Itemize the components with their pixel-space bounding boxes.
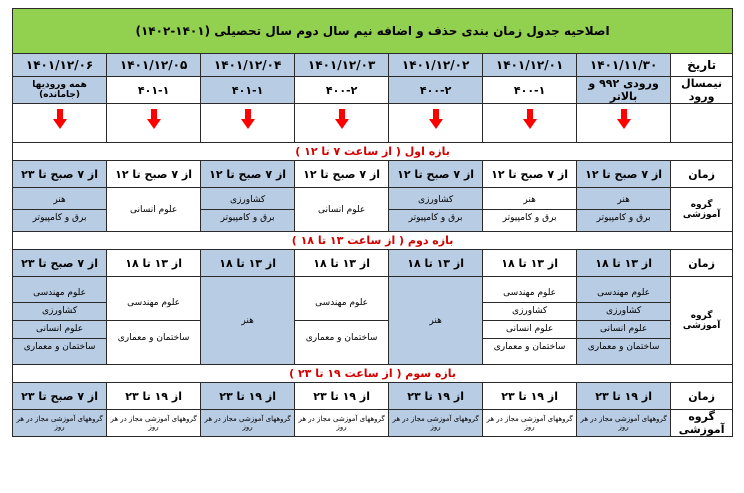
time-label: زمان <box>671 383 733 410</box>
group-cell: گروههای آموزشی مجاز در هر روز <box>577 410 671 437</box>
date-cell: ۱۴۰۱/۱۲/۰۱ <box>483 54 577 77</box>
group-item: علوم انسانی <box>577 320 670 338</box>
time-cell: از ۱۹ تا ۲۳ <box>483 383 577 410</box>
group-cell <box>13 188 107 232</box>
time-cell: از ۷ صبح تا ۱۲ <box>483 161 577 188</box>
group-item: برق و کامپیوتر <box>483 209 576 227</box>
group-item: برق و کامپیوتر <box>389 209 482 227</box>
group-cell <box>577 277 671 365</box>
group-item: هنر <box>617 195 630 205</box>
time-cell: از ۱۹ تا ۲۳ <box>577 383 671 410</box>
group-label: گروه آموزشی <box>671 410 733 437</box>
p2-time-row <box>13 250 733 277</box>
time-cell: از ۷ صبح تا ۲۳ <box>13 250 107 277</box>
red-down-arrow-icon <box>241 119 255 129</box>
group-cell: گروههای آموزشی مجاز در هر روز <box>201 410 295 437</box>
time-cell: از ۱۳ تا ۱۸ <box>107 250 201 277</box>
date-row <box>13 54 733 77</box>
group-item: ساختمان و معماری <box>577 338 670 356</box>
arrow-row-spacer <box>671 104 733 143</box>
group-cell: گروههای آموزشی مجاز در هر روز <box>107 410 201 437</box>
intake-cell: ۴۰۰-۱ <box>483 77 577 104</box>
intake-cell: ۴۰۱-۱ <box>201 77 295 104</box>
group-item: علوم مهندسی <box>597 288 651 298</box>
group-item: کشاورزی <box>577 302 670 320</box>
date-cell: ۱۴۰۱/۱۱/۳۰ <box>577 54 671 77</box>
group-cell <box>295 277 389 365</box>
group-item: هنر <box>523 195 536 205</box>
group-cell <box>107 277 201 365</box>
time-cell: از ۱۹ تا ۲۳ <box>295 383 389 410</box>
time-cell: از ۷ صبح تا ۱۲ <box>577 161 671 188</box>
time-cell: از ۱۹ تا ۲۳ <box>107 383 201 410</box>
group-item: برق و کامپیوتر <box>13 209 106 227</box>
period-2-row <box>13 232 733 250</box>
group-item: برق و کامپیوتر <box>201 209 294 227</box>
period-2-label: بازه دوم ( از ساعت ۱۳ تا ۱۸ ) <box>13 232 733 250</box>
time-cell: از ۱۳ تا ۱۸ <box>201 250 295 277</box>
p3-time-row <box>13 383 733 410</box>
intake-cell: همه ورودیها (جامانده) <box>13 77 107 104</box>
page-title: اصلاحیه جدول زمان بندی حذف و اضافه نیم سال دوم سال تحصیلی (۱۴۰۱-۱۴۰۲) <box>13 9 733 54</box>
group-cell: گروههای آموزشی مجاز در هر روز <box>483 410 577 437</box>
period-1-row <box>13 143 733 161</box>
group-item: علوم مهندسی <box>315 298 369 308</box>
red-down-arrow-icon <box>523 119 537 129</box>
p2-group-row <box>13 277 733 365</box>
intake-cell: ۴۰۰-۲ <box>389 77 483 104</box>
group-cell: گروههای آموزشی مجاز در هر روز <box>389 410 483 437</box>
intake-row <box>13 77 733 104</box>
time-cell: از ۱۳ تا ۱۸ <box>295 250 389 277</box>
group-cell <box>13 277 107 365</box>
group-item: کشاورزی <box>418 195 454 205</box>
p1-time-row <box>13 161 733 188</box>
intake-cell: ورودی ۹۹۲ و بالاتر <box>577 77 671 104</box>
time-cell: از ۱۳ تا ۱۸ <box>577 250 671 277</box>
p3-group-row <box>13 410 733 437</box>
group-item: ساختمان و معماری <box>107 320 200 355</box>
period-3-row <box>13 365 733 383</box>
group-cell <box>577 188 671 232</box>
group-item: ساختمان و معماری <box>483 338 576 356</box>
date-cell: ۱۴۰۱/۱۲/۰۵ <box>107 54 201 77</box>
group-item: علوم مهندسی <box>127 298 181 308</box>
intake-cell: ۴۰۱-۱ <box>107 77 201 104</box>
time-cell: از ۷ صبح تا ۱۲ <box>389 161 483 188</box>
period-1-label: بازه اول ( از ساعت ۷ تا ۱۲ ) <box>13 143 733 161</box>
group-cell: هنر <box>389 277 483 365</box>
schedule-table-wrapper <box>12 8 732 482</box>
time-cell: از ۷ صبح تا ۱۲ <box>107 161 201 188</box>
intake-cell: ۴۰۰-۲ <box>295 77 389 104</box>
time-label: زمان <box>671 250 733 277</box>
group-item: کشاورزی <box>13 302 106 320</box>
group-item: علوم انسانی <box>13 320 106 338</box>
group-item: هنر <box>53 195 66 205</box>
period-3-label: بازه سوم ( از ساعت ۱۹ تا ۲۳ ) <box>13 365 733 383</box>
group-item: علوم انسانی <box>483 320 576 338</box>
group-cell: هنر <box>201 277 295 365</box>
group-cell: علوم انسانی <box>295 188 389 232</box>
group-label: گروه آموزشی <box>671 188 733 232</box>
time-cell: از ۷ صبح تا ۱۲ <box>295 161 389 188</box>
red-down-arrow-icon <box>429 119 443 129</box>
time-cell: از ۱۹ تا ۲۳ <box>389 383 483 410</box>
group-cell <box>483 188 577 232</box>
date-cell: ۱۴۰۱/۱۲/۰۶ <box>13 54 107 77</box>
arrow-row <box>13 104 733 143</box>
group-item: کشاورزی <box>483 302 576 320</box>
date-cell: ۱۴۰۱/۱۲/۰۳ <box>295 54 389 77</box>
time-label: زمان <box>671 161 733 188</box>
group-item: علوم مهندسی <box>503 288 557 298</box>
date-label: تاریخ <box>671 54 733 77</box>
group-label: گروه آموزشی <box>671 277 733 365</box>
red-down-arrow-icon <box>335 119 349 129</box>
group-item: ساختمان و معماری <box>13 338 106 356</box>
time-cell: از ۱۳ تا ۱۸ <box>483 250 577 277</box>
red-down-arrow-icon <box>617 119 631 129</box>
group-cell <box>483 277 577 365</box>
time-cell: از ۷ صبح تا ۱۲ <box>201 161 295 188</box>
intake-label: نیمسال ورود <box>671 77 733 104</box>
group-item: علوم مهندسی <box>33 288 86 298</box>
red-down-arrow-icon <box>53 119 67 129</box>
group-cell: گروههای آموزشی مجاز در هر روز <box>13 410 107 437</box>
group-cell <box>389 188 483 232</box>
group-cell: گروههای آموزشی مجاز در هر روز <box>295 410 389 437</box>
date-cell: ۱۴۰۱/۱۲/۰۲ <box>389 54 483 77</box>
p1-group-row <box>13 188 733 232</box>
date-cell: ۱۴۰۱/۱۲/۰۴ <box>201 54 295 77</box>
group-item: برق و کامپیوتر <box>577 209 670 227</box>
time-cell: از ۱۹ تا ۲۳ <box>201 383 295 410</box>
group-item: ساختمان و معماری <box>295 320 388 355</box>
group-cell <box>201 188 295 232</box>
time-cell: از ۷ صبح تا ۲۳ <box>13 161 107 188</box>
group-cell: علوم انسانی <box>107 188 201 232</box>
time-cell: از ۷ صبح تا ۲۳ <box>13 383 107 410</box>
group-item: کشاورزی <box>230 195 266 205</box>
red-down-arrow-icon <box>147 119 161 129</box>
time-cell: از ۱۳ تا ۱۸ <box>389 250 483 277</box>
schedule-table <box>12 8 733 437</box>
title-row <box>13 9 733 54</box>
